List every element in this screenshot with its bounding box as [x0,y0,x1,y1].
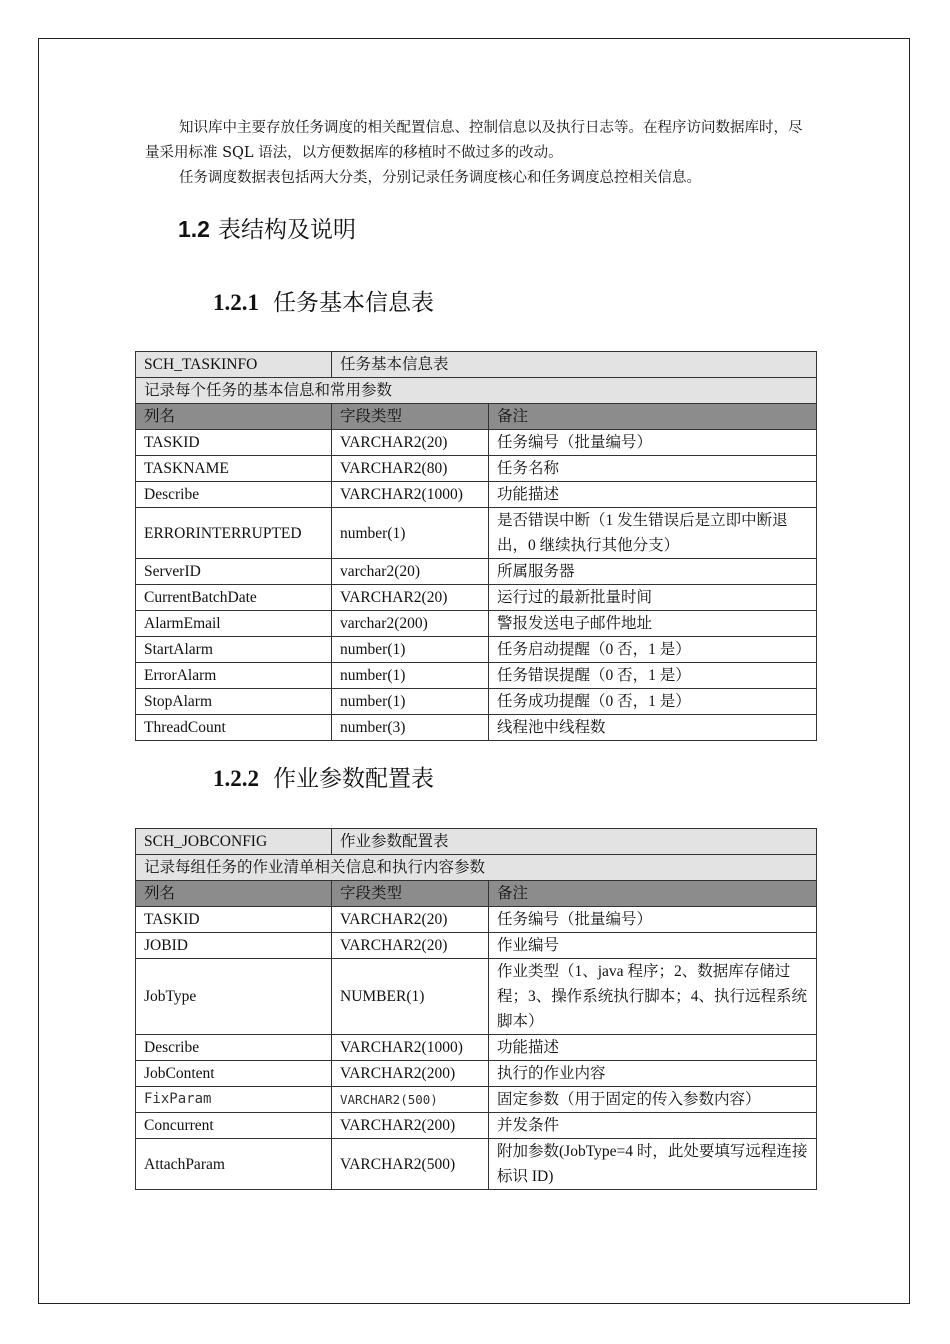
table-row [136,1035,817,1061]
table-title-row [136,829,817,855]
column-header-type: 字段类型 [332,881,489,907]
cell-field: JobType [136,959,332,1035]
cell-type: number(1) [332,663,489,689]
cell-remark: 线程池中线程数 [489,715,817,741]
cell-type: NUMBER(1) [332,959,489,1035]
cell-type: VARCHAR2(20) [332,430,489,456]
cell-type: VARCHAR2(20) [332,933,489,959]
table-row [136,559,817,585]
cell-remark: 任务成功提醒（0 否，1 是） [489,689,817,715]
cell-field: ERRORINTERRUPTED [136,508,332,559]
table-header-row [136,404,817,430]
cell-remark: 固定参数（用于固定的传入参数内容） [489,1087,817,1113]
cell-type: VARCHAR2(500) [332,1139,489,1190]
cell-remark: 警报发送电子邮件地址 [489,611,817,637]
table-row [136,585,817,611]
cell-field: Concurrent [136,1113,332,1139]
intro-paragraph-2: 任务调度数据表包括两大分类，分别记录任务调度核心和任务调度总控相关信息。 [179,170,701,186]
table-title-row [136,352,817,378]
section-heading [178,211,356,244]
cell-remark: 执行的作业内容 [489,1061,817,1087]
table2-heading-number: 1.2.2 [213,766,259,791]
table-row [136,689,817,715]
cell-type: VARCHAR2(1000) [332,482,489,508]
cell-type: varchar2(20) [332,559,489,585]
cell-type: VARCHAR2(80) [332,456,489,482]
table-row [136,508,817,559]
table-row [136,959,817,1035]
intro-paragraph-1: 知识库中主要存放任务调度的相关配置信息、控制信息以及执行日志等。在程序访问数据库时，尽量采用标准 SQL 语法，以方便数据库的移植时不做过多的改动。 [145,120,803,161]
cell-type: number(1) [332,508,489,559]
table1-heading-number: 1.2.1 [213,290,259,315]
column-header-type: 字段类型 [332,404,489,430]
cell-remark: 是否错误中断（1 发生错误后是立即中断退出，0 继续执行其他分支） [489,508,817,559]
job-config-table [135,828,817,1190]
cell-field: TASKID [136,907,332,933]
table2-heading [213,760,434,793]
table-description-row [136,378,817,404]
cell-type: varchar2(200) [332,611,489,637]
cell-type: number(1) [332,689,489,715]
table-description: 记录每个任务的基本信息和常用参数 [136,378,817,404]
table-description: 记录每组任务的作业清单相关信息和执行内容参数 [136,855,817,881]
cell-field: Describe [136,482,332,508]
cell-type: VARCHAR2(500) [332,1087,489,1113]
cell-remark: 任务错误提醒（0 否，1 是） [489,663,817,689]
cell-type: VARCHAR2(20) [332,585,489,611]
cell-type: number(3) [332,715,489,741]
section-title: 表结构及说明 [217,217,356,243]
cell-remark: 功能描述 [489,1035,817,1061]
table-description-row [136,855,817,881]
table-row [136,637,817,663]
task-info-table [135,351,817,741]
cell-remark: 任务名称 [489,456,817,482]
column-header-name: 列名 [136,881,332,907]
cell-remark: 任务编号（批量编号） [489,907,817,933]
column-header-name: 列名 [136,404,332,430]
table-row [136,611,817,637]
table-row [136,482,817,508]
cell-field: TASKID [136,430,332,456]
table-row [136,933,817,959]
cell-field: AlarmEmail [136,611,332,637]
table-name-cn: 作业参数配置表 [332,829,817,855]
table-row [136,663,817,689]
section-number: 1.2 [178,216,210,242]
cell-field: ErrorAlarm [136,663,332,689]
cell-field: CurrentBatchDate [136,585,332,611]
table2-heading-title: 作业参数配置表 [273,766,434,792]
cell-type: VARCHAR2(1000) [332,1035,489,1061]
cell-type: number(1) [332,637,489,663]
cell-remark: 任务编号（批量编号） [489,430,817,456]
table-row [136,1139,817,1190]
table-row [136,907,817,933]
cell-field: TASKNAME [136,456,332,482]
cell-remark: 作业编号 [489,933,817,959]
cell-field: StartAlarm [136,637,332,663]
cell-remark: 功能描述 [489,482,817,508]
cell-field: Describe [136,1035,332,1061]
cell-type: VARCHAR2(20) [332,907,489,933]
column-header-remark: 备注 [489,881,817,907]
table-row [136,1087,817,1113]
cell-field: StopAlarm [136,689,332,715]
table1-heading [213,284,434,317]
cell-field: ThreadCount [136,715,332,741]
table-row [136,456,817,482]
table-row [136,1113,817,1139]
cell-remark: 作业类型（1、java 程序；2、数据库存储过程；3、操作系统执行脚本；4、执行远程系统脚本） [489,959,817,1035]
cell-field: AttachParam [136,1139,332,1190]
cell-field: FixParam [136,1087,332,1113]
cell-remark: 任务启动提醒（0 否，1 是） [489,637,817,663]
cell-remark: 附加参数(JobType=4 时，此处要填写远程连接标识 ID) [489,1139,817,1190]
table-name: SCH_TASKINFO [136,352,332,378]
table1-heading-title: 任务基本信息表 [273,290,434,316]
cell-field: ServerID [136,559,332,585]
cell-remark: 运行过的最新批量时间 [489,585,817,611]
table-name: SCH_JOBCONFIG [136,829,332,855]
cell-field: JOBID [136,933,332,959]
cell-field: JobContent [136,1061,332,1087]
column-header-remark: 备注 [489,404,817,430]
cell-type: VARCHAR2(200) [332,1113,489,1139]
table-name-cn: 任务基本信息表 [332,352,817,378]
cell-remark: 所属服务器 [489,559,817,585]
table-row [136,430,817,456]
cell-remark: 并发条件 [489,1113,817,1139]
table-header-row [136,881,817,907]
table-row [136,715,817,741]
cell-type: VARCHAR2(200) [332,1061,489,1087]
table-row [136,1061,817,1087]
